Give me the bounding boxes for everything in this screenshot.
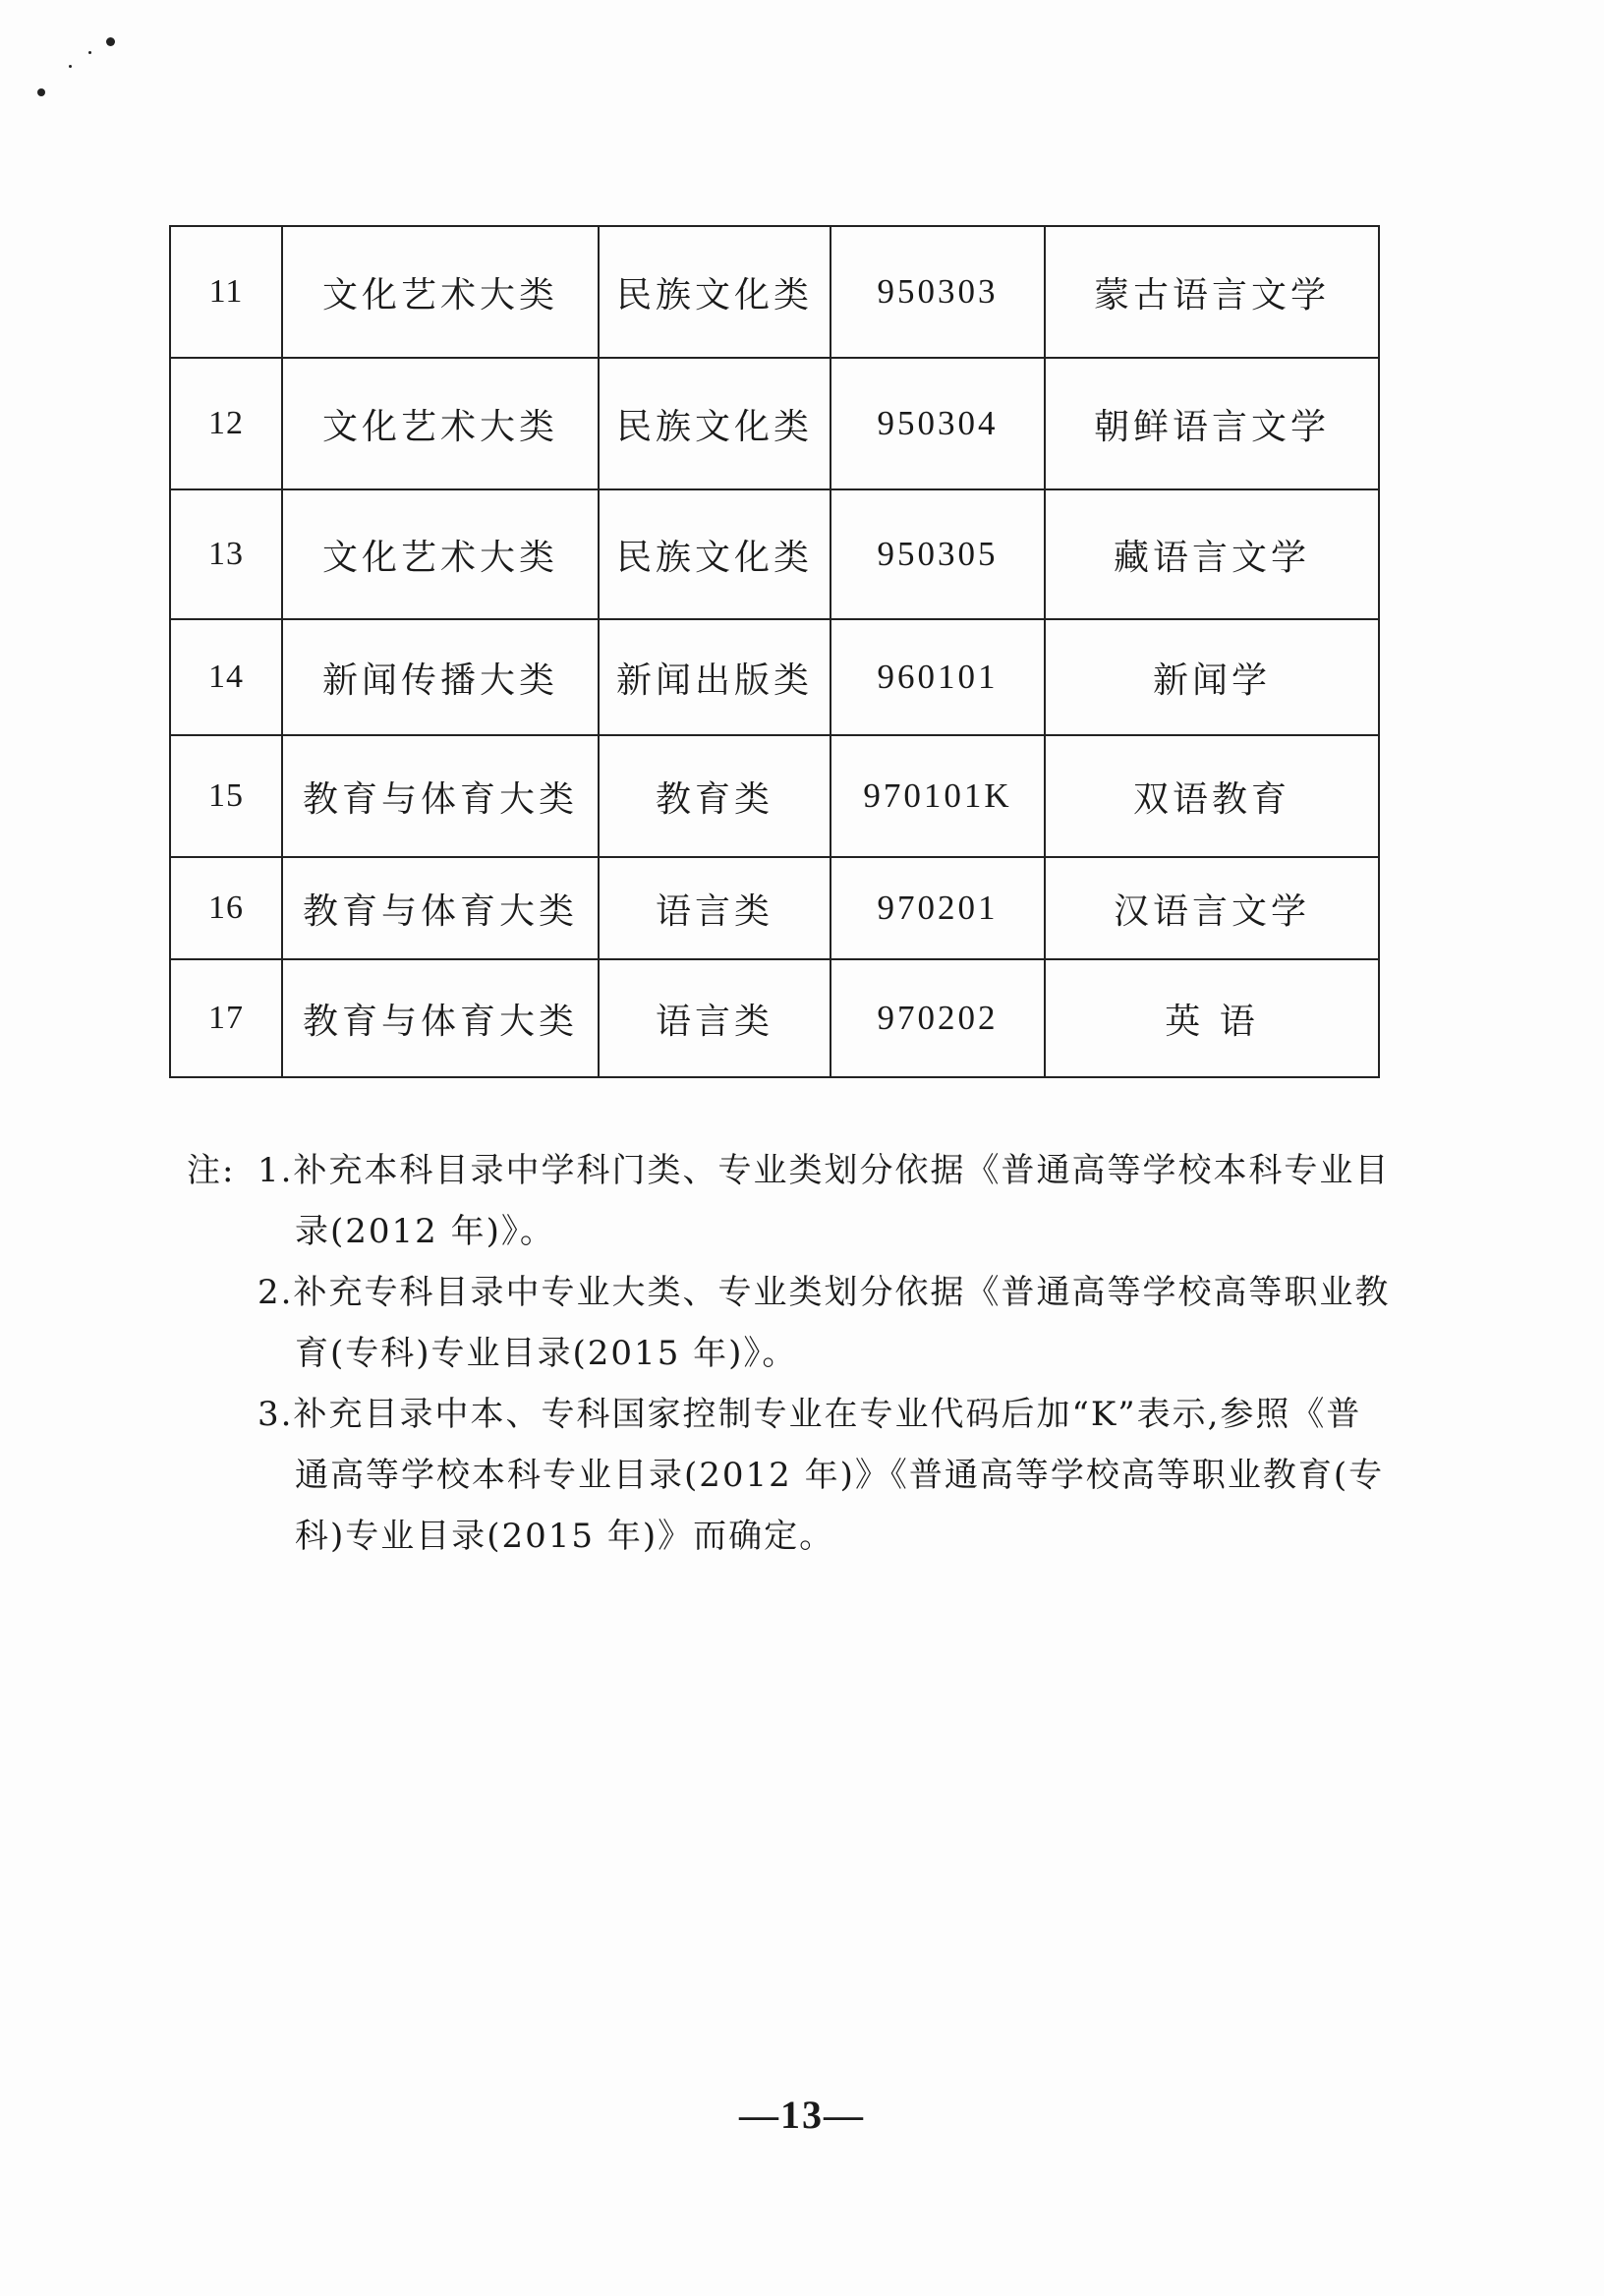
note-1-line-2 bbox=[187, 1201, 1405, 1262]
note-3-line-3 bbox=[187, 1506, 1405, 1567]
table-row bbox=[170, 619, 1379, 735]
subcategory-cell: 语言类 bbox=[599, 857, 831, 959]
table-row bbox=[170, 857, 1379, 959]
major-cell: 藏语言文学 bbox=[1045, 489, 1379, 619]
table-row bbox=[170, 226, 1379, 358]
category-cell: 教育与体育大类 bbox=[282, 857, 599, 959]
code-cell: 970201 bbox=[831, 857, 1045, 959]
note-2-line-1 bbox=[187, 1262, 1405, 1323]
code-cell: 950305 bbox=[831, 489, 1045, 619]
note-3-line-1 bbox=[187, 1384, 1405, 1445]
table-row bbox=[170, 959, 1379, 1077]
code-cell: 970202 bbox=[831, 959, 1045, 1077]
note-3-line-2 bbox=[187, 1445, 1405, 1506]
category-cell: 教育与体育大类 bbox=[282, 959, 599, 1077]
scan-speck bbox=[69, 65, 72, 68]
category-cell: 新闻传播大类 bbox=[282, 619, 599, 735]
row-number: 16 bbox=[170, 857, 282, 959]
code-cell: 950303 bbox=[831, 226, 1045, 358]
row-number: 12 bbox=[170, 358, 282, 489]
scan-speck bbox=[106, 37, 115, 46]
note-text: 育(专科)专业目录(2015 年)》。 bbox=[295, 1334, 798, 1373]
catalog-table bbox=[169, 225, 1380, 1078]
code-cell: 970101K bbox=[831, 735, 1045, 857]
major-cell: 朝鲜语言文学 bbox=[1045, 358, 1379, 489]
subcategory-cell: 新闻出版类 bbox=[599, 619, 831, 735]
row-number: 13 bbox=[170, 489, 282, 619]
code-cell: 960101 bbox=[831, 619, 1045, 735]
scan-speck bbox=[37, 88, 45, 96]
note-text: 录(2012 年)》。 bbox=[295, 1212, 555, 1251]
note-text: 2.补充专科目录中专业大类、专业类划分依据《普通高等学校高等职业教 bbox=[258, 1273, 1391, 1312]
table-row bbox=[170, 358, 1379, 489]
row-number: 17 bbox=[170, 959, 282, 1077]
scan-speck bbox=[88, 51, 91, 54]
subcategory-cell: 民族文化类 bbox=[599, 226, 831, 358]
catalog-table-container bbox=[169, 225, 1378, 1078]
category-cell: 文化艺术大类 bbox=[282, 489, 599, 619]
code-cell: 950304 bbox=[831, 358, 1045, 489]
subcategory-cell: 民族文化类 bbox=[599, 489, 831, 619]
note-text: 通高等学校本科专业目录(2012 年)》《普通高等学校高等职业教育(专 bbox=[295, 1456, 1385, 1495]
major-cell: 蒙古语言文学 bbox=[1045, 226, 1379, 358]
subcategory-cell: 教育类 bbox=[599, 735, 831, 857]
note-text: 1.补充本科目录中学科门类、专业类划分依据《普通高等学校本科专业目 bbox=[258, 1151, 1391, 1190]
major-cell: 英 语 bbox=[1045, 959, 1379, 1077]
page-number: —13— bbox=[739, 2093, 865, 2137]
table-row bbox=[170, 489, 1379, 619]
table-row bbox=[170, 735, 1379, 857]
subcategory-cell: 语言类 bbox=[599, 959, 831, 1077]
notes-prefix: 注: bbox=[187, 1151, 236, 1190]
row-number: 15 bbox=[170, 735, 282, 857]
row-number: 14 bbox=[170, 619, 282, 735]
category-cell: 教育与体育大类 bbox=[282, 735, 599, 857]
note-1-line-1 bbox=[187, 1140, 1405, 1201]
category-cell: 文化艺术大类 bbox=[282, 358, 599, 489]
subcategory-cell: 民族文化类 bbox=[599, 358, 831, 489]
notes-section bbox=[187, 1140, 1405, 1567]
note-text: 科)专业目录(2015 年)》而确定。 bbox=[295, 1517, 835, 1556]
note-text: 3.补充目录中本、专科国家控制专业在专业代码后加“K”表示,参照《普 bbox=[258, 1395, 1362, 1434]
category-cell: 文化艺术大类 bbox=[282, 226, 599, 358]
row-number: 11 bbox=[170, 226, 282, 358]
major-cell: 双语教育 bbox=[1045, 735, 1379, 857]
major-cell: 汉语言文学 bbox=[1045, 857, 1379, 959]
major-cell: 新闻学 bbox=[1045, 619, 1379, 735]
note-2-line-2 bbox=[187, 1323, 1405, 1384]
